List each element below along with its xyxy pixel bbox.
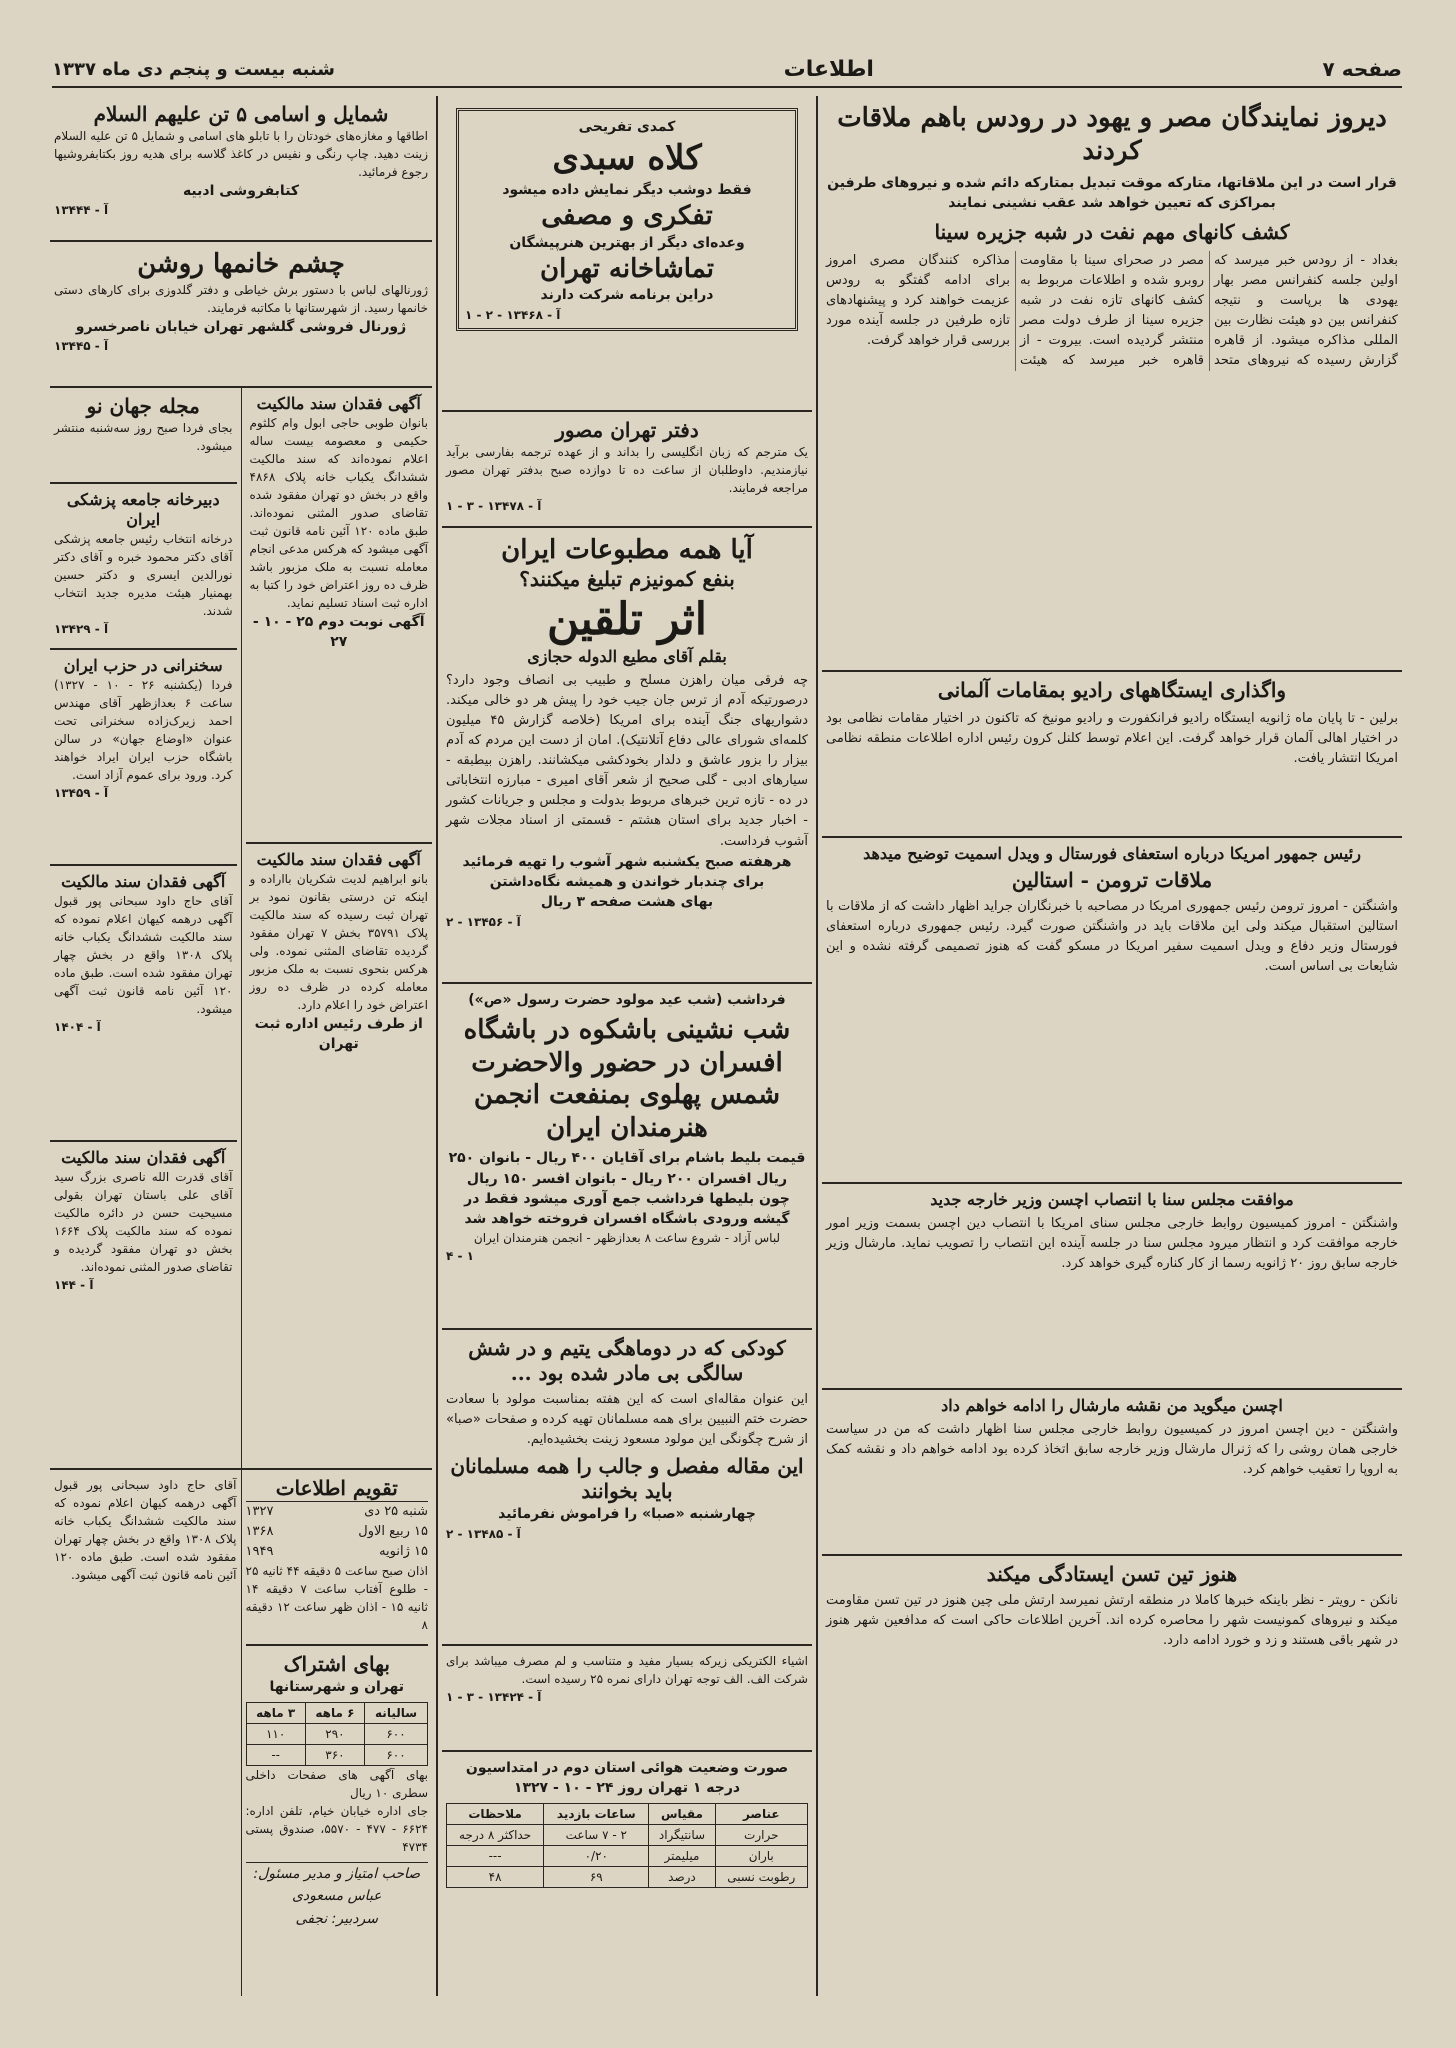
lost-deed-footer: از طرف رئیس اداره ثبت تهران	[254, 1016, 423, 1053]
editor-signature: سردبیر: نجفی	[295, 1910, 378, 1927]
theatre-line3: دراین برنامه شرکت دارند	[540, 287, 714, 304]
lost-deed-footer: آ - ۱۴۴	[54, 1278, 94, 1292]
weather-table	[446, 1803, 808, 1888]
bookshop2-body: ژورنالهای لباس با دستور برش خیاطی و دفتر گلدوزی برای کارهای دستی خانمها رسید. از شهرستانها با مکاتبه فرمایند.	[54, 282, 428, 315]
weather-cell: حرارت	[715, 1824, 807, 1845]
electric-notice	[442, 1646, 812, 1752]
truman-body: واشنگتن - امروز ترومن رئیس جمهوری امریکا در مصاحبه با خبرنگاران جراید اظهار داشت که از ملاقات با استالین استقبال میکند ولی این ملاقات باید در واشنگتن صورت گیرد. رئیس جمهوری درباره استعفای فورستال وزیر دفاع و ویدل اسمیت سفیر امریکا در مسکو گفت که هنوز تصمیمی گرفته نشده و این شایعات بی اساس است.	[826, 899, 1398, 975]
lost-deed-1	[246, 388, 433, 844]
jahan-no	[50, 388, 237, 484]
calendar-label: ۱۵ ژانویه	[379, 1544, 428, 1560]
lead-article	[822, 96, 1402, 672]
weather-cell: ۲ - ۷ ساعت	[544, 1824, 649, 1845]
weather-cell: رطوبت نسبی	[715, 1866, 807, 1887]
weather-header-cell: مقیاس	[649, 1803, 715, 1824]
bookshop2-shop: ژورنال فروشی گلشهر تهران خیابان ناصرخسرو	[75, 318, 407, 335]
left-bottom-left	[50, 1470, 241, 1996]
bookshop2-code: آ - ۱۳۴۴۵	[54, 338, 109, 353]
gala-prices: قیمت بلیط باشام برای آقایان ۴۰۰ ریال - بانوان ۲۵۰ ریال افسران ۲۰۰ ریال - بانوان افسر ۱۵۰ ریال	[448, 1150, 806, 1187]
weather-cell: ۶۹	[544, 1866, 649, 1887]
lost-deed-footer: آ - ۱۴۰۴	[54, 1020, 101, 1034]
subscription-header-row	[246, 1702, 428, 1723]
lost-deed-body: بانوان طوبی حاجی ابول وام کلثوم حکیمی و معصومه بیست ساله اعلام نموده‌اند که سند مالکیت ششدانگ یکباب خانه پلاک ۴۸۶۸ واقع در بخش دو تهران مفقود شده تقاضای صدور المثنی نموده‌اند. طبق ماده ۱۲۰ آئین نامه قانون ثبت آگهی میشود که هرکس مدعی انجام معامله نسبت به ملک مزبور باشد ظرف ده روز اعتراض خود را کتبا به اداره ثبت اسناد تسلیم نماید.	[249, 416, 428, 610]
translation-office-code: آ - ۱۳۴۷۸ - ۳ - ۱	[446, 499, 542, 513]
radio-body: برلین - تا پایان ماه ژانویه ایستگاه رادیو فرانکفورت و رادیو مونیخ که تاکنون در اختیار مقامات نظامی بود در اختیار اهالی آلمان قرار خواهد گرفت. این اعلام توسط کلنل کرون رئیس اداره اطلاعات منطقه نظامی امریکا انتشار یافت.	[826, 711, 1398, 767]
gala-code: ۴ - ۱	[446, 1249, 474, 1264]
medical-society	[50, 484, 237, 650]
weather-header-cell: عناصر	[715, 1803, 807, 1824]
weather-cell: سانتیگراد	[649, 1824, 715, 1845]
theatre-genre: کمدی تفریحی	[578, 119, 676, 135]
weather-row	[447, 1845, 808, 1866]
book-question-2: بنفع کمونیزم تبلیغ میکنند؟	[519, 566, 735, 591]
calendar-azan: اذان صبح ساعت ۵ دقیقه ۴۴ ثانیه ۲۵ - طلوع آفتاب ساعت ۷ دقیقه ۱۴ ثانیه ۱۵ - اذان ظهر ساعت ۱۲ دقیقه ۸	[245, 1564, 428, 1633]
subscription-table	[246, 1702, 429, 1766]
radio-headline: واگذاری ایستگاههای رادیو بمقامات آلمانی	[937, 678, 1287, 702]
column-rule	[436, 96, 438, 1996]
gala-note: چون بلیطها فرداشب جمع آوری میشود فقط در گیشه ورودی باشگاه افسران فروخته خواهد شد	[464, 1190, 790, 1228]
calendar-row	[246, 1502, 429, 1522]
lost-deed-body: آقای حاج داود سبحانی پور قبول آگهی درهمه کیهان اعلام نموده که سند مالکیت ششدانگ یکباب خانه پلاک ۱۳۰۸ واقع در بخش چهار تهران مفقود شده است. طبق ماده ۱۲۰ آئین نامه قانون ثبت آگهی میشود.	[54, 894, 233, 1016]
left-column	[50, 96, 432, 1996]
misc-notice: آقای حاج داود سبحانی پور قبول آگهی درهمه کیهان اعلام نموده که سند مالکیت ششدانگ یکباب خانه پلاک ۱۳۰۸ واقع در بخش چهار تهران مفقود شده است. طبق ماده ۱۲۰ آئین نامه قانون ثبت آگهی میشود.	[54, 1478, 237, 1582]
marshall-body: واشنگتن - دین اچسن امروز در کمیسیون روابط خارجی مجلس سنا اظهار داشت که من در سیاست خارجی همان روشی را که ژنرال مارشال وزیر خارجه سابق اتخاذ کرده بود ادامه خواهم داد و نقشه کمک به اروپا را تعقیب خواهم کرد.	[826, 1422, 1398, 1478]
weather-cell: درصد	[649, 1866, 715, 1887]
weather-cell: ۴۸	[447, 1866, 544, 1887]
translation-office-ad	[442, 412, 812, 528]
subscription-cell: ۶۰۰	[365, 1744, 428, 1765]
weather-cell: میلیمتر	[649, 1845, 715, 1866]
paper-name: اطلاعات	[783, 56, 874, 82]
bookshop2-headline: چشم خانمها روشن	[137, 249, 345, 279]
right-column	[822, 96, 1402, 1996]
bookshop-ad-1	[50, 96, 432, 242]
subscription-header-cell: ۳ ماهه	[246, 1702, 305, 1723]
radio-article	[822, 672, 1402, 838]
theatre-line1: فقط دوشب دیگر نمایش داده میشود	[502, 181, 752, 198]
subscription-row	[246, 1723, 428, 1744]
subscription-cell: ۱۱۰	[246, 1723, 305, 1744]
lecture-code: آ - ۱۳۴۵۹	[54, 786, 109, 800]
truman-article	[822, 838, 1402, 1184]
weather-cell: ---	[447, 1845, 544, 1866]
jahan-no-body: بجای فردا صبح روز سه‌شنبه منتشر میشود.	[54, 421, 233, 453]
left-split	[50, 388, 432, 1468]
calendar-value: ۱۳۶۸	[245, 1524, 274, 1540]
page-number: صفحه ۷	[1322, 57, 1402, 81]
subscription-note: بهای آگهی های صفحات داخلی سطری ۱۰ ریال	[245, 1767, 428, 1800]
subscription-address: جای اداره خیابان خیام، تلفن اداره: ۶۶۲۴ - ۴۷۷ - ۵۵۷۰، صندوق پستی ۴۷۳۴	[245, 1803, 428, 1854]
gala-dress: لباس آزاد - شروع ساعت ۸ بعدازظهر - انجمن هنرمندان ایران	[473, 1231, 781, 1246]
calendar-row	[246, 1522, 429, 1542]
weather-cell: حداکثر ۸ درجه	[447, 1824, 544, 1845]
column-rule	[816, 96, 818, 1996]
translation-office-body: یک مترجم که زبان انگلیسی را بداند و از عهده ترجمه بفارسی برآید نیازمندیم. داوطلبان از ساعت ده تا دوازده صبح بدفتر تهران مصور مراجعه فرمایند.	[446, 445, 808, 495]
owner-signature: صاحب امتیاز و مدیر مسئول: عباس مسعودی	[253, 1865, 421, 1905]
translation-office-title: دفتر تهران مصور	[555, 418, 699, 442]
lead-body: بغداد - از رودس خبر میرسد که اولین جلسه کنفرانس مصر بهار یهودی ها برپاست و نتیجه کنفرانس بین دو هیئت نظارت بین المللی مذاکره میشود. از قاهره گزارش رسیده که نیروهای متحد مصر در صحرای سینا با مقاومت روبرو شده و اطلاعات مربوط به کشف کانهای تازه نفت در شبه جزیره سینا از طرف دولت مصر منتشر گردیده است. بیروت - از قاهره خبر میرسد که هیئت مذاکره کنندگان مصری امروز برای ادامه گفتگو به رودس عزیمت خواهند کرد و پیشنهادهای تازه طرفین در جلسه آینده مورد بررسی قرار خواهد گرفت.	[826, 252, 1398, 369]
theatre-ad	[442, 96, 812, 412]
weather-cell: ۰/۲۰	[544, 1845, 649, 1866]
left-bottom-right	[241, 1470, 433, 1996]
subscription-cell: ۶۰۰	[365, 1723, 428, 1744]
lost-deed-headline: آگهی فقدان سند مالکیت	[256, 850, 421, 869]
weather-title: صورت وضعیت هوائی استان دوم در امتداسیون	[465, 1760, 789, 1776]
saba-headline: کودکی که در دوماهگی یتیم و در شش سالگی بی مادر شده بود ...	[468, 1336, 786, 1385]
weather-row	[447, 1824, 808, 1845]
theatre-code: آ - ۱۳۴۶۸ - ۲ - ۱	[465, 307, 561, 322]
theatre-ad-box	[456, 108, 798, 331]
medical-society-headline: دبیرخانه جامعه پزشکی ایران	[66, 490, 220, 529]
weather-subtitle: درجه ۱ تهران روز ۲۴ - ۱۰ - ۱۳۲۷	[513, 1780, 741, 1797]
left-bottom	[50, 1468, 432, 1996]
subscription-row	[246, 1744, 428, 1765]
lost-deed-headline: آگهی فقدان سند مالکیت	[61, 1148, 226, 1167]
acheson-article	[822, 1184, 1402, 1390]
bookshop1-shop: کتابفروشی ادبیه	[182, 183, 300, 199]
theatre-venue: تماشاخانه تهران	[539, 253, 714, 284]
electric-notice-code: آ - ۱۳۴۲۴ - ۳ - ۱	[446, 1690, 542, 1704]
lead-headline: دیروز نمایندگان مصر و یهود در رودس باهم ملاقات کردند	[837, 103, 1387, 166]
lost-deed-headline: آگهی فقدان سند مالکیت	[61, 872, 226, 891]
saba-ad	[442, 1330, 812, 1646]
gala-title: شب نشینی باشکوه در باشگاه افسران در حضور والاحضرت شمس پهلوی بمنفعت انجمن هنرمندان ایران	[463, 1015, 791, 1143]
weather-header-cell: ساعات بازدید	[544, 1803, 649, 1824]
acheson-body: واشنگتن - امروز کمیسیون روابط خارجی مجلس سنای امریکا با انتصاب دین اچسن بسمت وزیر امور خارجه موافقت کرد و انتظار میرود مجلس سنا در جلسه آینده این انتصاب را تصویب نماید. مارشال وزیر خارجه سابق روز ۲۰ ژانویه رسما از کار کناره گیری خواهد کرد.	[826, 1216, 1398, 1272]
bookshop1-headline: شمایل و اسامی ۵ تن علیهم السلام	[93, 102, 389, 126]
saba-subtag: چهارشنبه «صبا» را فراموش نفرمائید	[498, 1506, 756, 1523]
saba-code: آ - ۱۳۴۸۵ - ۲	[446, 1526, 521, 1541]
weather-report	[442, 1752, 812, 1896]
subscription-subtitle: تهران و شهرستانها	[269, 1679, 405, 1696]
gala-ad	[442, 984, 812, 1330]
book-footer: هرهفته صبح یکشنبه شهر آشوب را تهیه فرمائید برای چندبار خواندن و همیشه نگاه‌داشتن	[462, 853, 792, 891]
middle-column	[442, 96, 812, 1996]
saba-tagline: این مقاله مفصل و جالب را همه مسلمانان باید بخوانند	[450, 1454, 804, 1504]
weather-cell: باران	[715, 1845, 807, 1866]
lost-deed-body: آقای قدرت الله ناصری بزرگ سید آقای علی باستان تهران بقولی مسیحیت حسن در دائره مالکیت نموده که سند مالکیت پلاک ۱۶۶۴ بخش دو تهران مفقود گردیده و تقاضای صدور المثنی نموده‌اند.	[54, 1170, 233, 1274]
lost-deed-2	[246, 844, 433, 1298]
calendar-value: ۱۹۴۹	[245, 1544, 274, 1560]
lost-deed-body: بانو ابراهیم لدیت شکریان بااراده و اینکه تن درستی بقانون نمود بر تهران ثبت رسیده که سند مالکیت پلاک ۳۵۷۹۱ بخش ۷ تهران مفقود گردیده تقاضای المثنی نموده. ولی هرکس بنحوی نسبت به ملک مزبور معامله کرده در ظرف ده روز اعتراض خود را اعلام دارد.	[249, 872, 428, 1012]
masthead	[52, 52, 1402, 88]
jahan-no-headline: مجله جهان نو	[86, 394, 200, 418]
lost-deed-footer: آگهی نوبت دوم ۲۵ - ۱۰ - ۲۷	[252, 614, 425, 651]
left-split-right	[241, 388, 433, 1468]
bookshop-ad-2	[50, 242, 432, 388]
electric-notice-body: اشیاء الکتریکی زیرکه بسیار مفید و متناسب و لم مصرف میباشد برای شرکت الف. الف توجه تهران دارای نمره ۲۵ رسیده است.	[446, 1654, 808, 1686]
gala-kicker: فرداشب (شب عید مولود حضرت رسول «ص»)	[468, 992, 786, 1008]
truman-headline: رئیس جمهور امریکا درباره استعفای فورستال و ویدل اسمیت توضیح میدهد	[863, 844, 1361, 863]
marshall-article	[822, 1390, 1402, 1556]
weather-row	[447, 1866, 808, 1887]
subscription-cell: ۳۶۰	[305, 1744, 364, 1765]
book-question: آیا همه مطبوعات ایران	[501, 535, 753, 565]
subscription-cell: --	[246, 1744, 305, 1765]
calendar-value: ۱۳۲۷	[245, 1504, 274, 1519]
calendar-label: ۱۵ ربیع الاول	[358, 1524, 428, 1540]
book-body: چه فرقی میان راهزن مسلح و طبیب بی انصاف وجود دارد؟ درصورتیکه آدم از ترس جان جیب خود را پیش هر دو خالی میکند. دشواریهای جنگ آینده برای امریکا (خلاصه گزارش ۴۵ میلیون کلمه‌ای شورای عالی دفاع آتلانتیک). امان از دست این مردم که آدم بیزار را بزور عاشق و دلدار بخودکشی میکشانند. راهزن بیطبقه - سیارهای ادبی - گلی صحیح از شعر آقای امیری - مبارزه انتخاباتی در ده - تازه ترین خبرهای مربوط بدولت و مجلس و جریانات کشور - اخبار جدید برای استان هشتم - قسمتی از اسناد مجلات شهر آشوب فرداست.	[446, 672, 809, 849]
weather-header-row	[447, 1803, 808, 1824]
bookshop1-body: اطاقها و مغازه‌های خودتان را با تابلو های اسامی و شمایل ۵ تن علیه السلام زینت دهید. چاپ رنگی و نفیس در کاغذ گلاسه برای هدیه روز بکتابفروشیها رجوع فرمائید.	[54, 129, 428, 179]
lost-deed-4	[50, 1142, 237, 1406]
book-ad	[442, 528, 812, 984]
book-author: بقلم آقای مطیع الدوله حجازی	[527, 646, 727, 666]
theatre-performers: تفکری و مصفی	[541, 201, 713, 232]
medical-society-code: آ - ۱۳۴۲۹	[54, 622, 109, 636]
lead-subhead: قرار است در این ملاقاتها، متارکه موقت تبدیل بمتارکه دائم شده و نیروهای طرفین بمراکزی که تعیین خواهد شد عقب نشینی نمایند	[827, 175, 1397, 212]
calendar-row	[246, 1542, 429, 1562]
book-code: آ - ۱۳۴۵۶ - ۲	[446, 914, 521, 929]
tientsin-headline: هنوز تین تسن ایستادگی میکند	[986, 1562, 1238, 1586]
lecture-headline: سخنرانی در حزب ایران	[63, 656, 223, 675]
bookshop1-code: آ - ۱۳۴۴۴	[54, 203, 109, 218]
lecture-body: فردا (یکشنبه ۲۶ - ۱۰ - ۱۳۲۷) ساعت ۶ بعدازظهر آقای مهندس احمد زیرک‌زاده سخنرانی تحت عنوان «اوضاع جهان» در سالن باشگاه حزب ایران ایراد خواهند کرد. ورود برای عموم آزاد است.	[54, 678, 233, 782]
tientsin-body: نانکن - رویتر - نظر باینکه خبرها کاملا در منطقه ارتش نمیرسد ارتش ملی چین هنوز در تین تسن مقاومت میکند و نیروهای کمونیست شهر را محاصره کرده اند. آخرین اطلاعات حاکی است که مدافعین شهر هنوز در شهر باقی هستند و زد و خورد ادامه دارد.	[826, 1593, 1398, 1649]
lost-deed-3	[50, 866, 237, 1142]
issue-date: شنبه بیست و پنجم دی ماه ۱۳۳۷	[52, 58, 336, 80]
left-split-left	[50, 388, 241, 1468]
subscription-header-cell: ۶ ماهه	[305, 1702, 364, 1723]
publisher-signature	[246, 1862, 429, 1930]
calendar-title: تقویم اطلاعات	[246, 1476, 429, 1502]
truman-subhead: ملاقات ترومن - استالین	[1011, 868, 1213, 892]
book-title: اثر تلقین	[547, 593, 707, 645]
subscription-title: بهای اشتراک	[246, 1644, 429, 1677]
theatre-title: کلاه سبدی	[552, 138, 702, 179]
calendar-label: شنبه ۲۵ دی	[364, 1504, 428, 1519]
marshall-headline: اچسن میگوید من نقشه مارشال را ادامه خواهم داد	[941, 1396, 1283, 1415]
subscription-cell: ۲۹۰	[305, 1723, 364, 1744]
lecture	[50, 650, 237, 866]
acheson-headline: موافقت مجلس سنا با انتصاب اچسن وزیر خارجه جدید	[930, 1190, 1294, 1209]
saba-body: این عنوان مقاله‌ای است که این هفته بمناسبت مولود با سعادت حضرت ختم النبیین برای همه مسلمانان تهیه کرده و صفحات «صبا» از شرح چگونگی این مولود مسعود زینت بخشیده‌ایم.	[446, 1392, 808, 1448]
theatre-line2: وعده‌ای دیگر از بهترین هنرپیشگان	[509, 234, 745, 251]
weather-header-cell: ملاحظات	[447, 1803, 544, 1824]
medical-society-body: درخانه انتخاب رئیس جامعه پزشکی آقای دکتر محمود خبره و آقای دکتر نورالدین ایسری و دکتر حسین بهمنیار هیئت مدیره جدید انتخاب شدند.	[54, 532, 233, 618]
subscription-header-cell: سالیانه	[365, 1702, 428, 1723]
book-price: بهای هشت صفحه ۳ ریال	[540, 894, 714, 911]
lost-deed-headline: آگهی فقدان سند مالکیت	[256, 394, 421, 413]
tientsin-article	[822, 1556, 1402, 1870]
lead-subhead-2: کشف کانهای مهم نفت در شبه جزیره سینا	[934, 219, 1290, 244]
